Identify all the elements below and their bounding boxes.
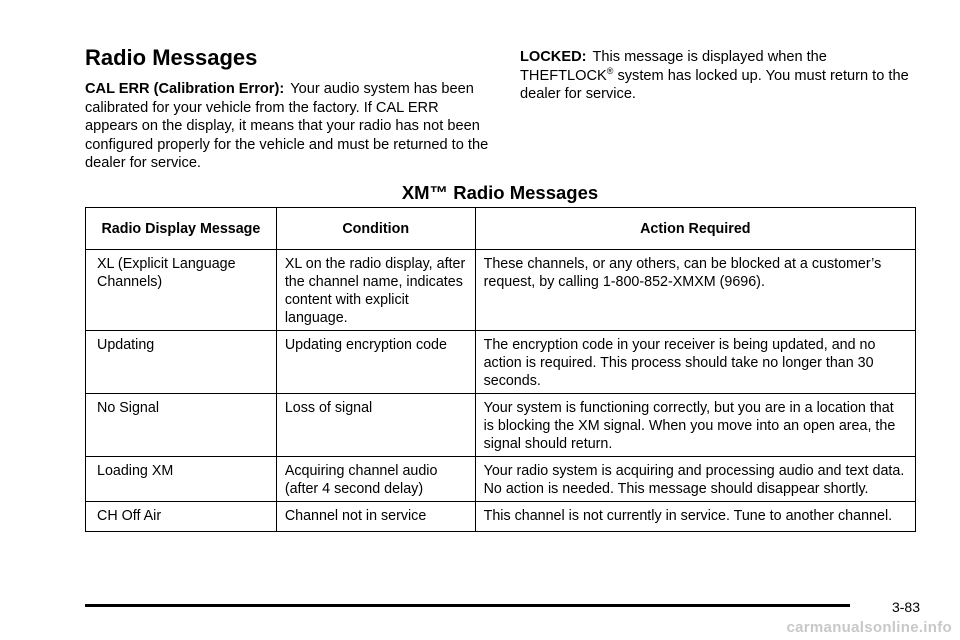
locked-text-before: This message is displayed when the THEFTLOCK <box>520 49 827 84</box>
page-number: 3-83 <box>891 599 920 615</box>
table-row <box>86 502 916 532</box>
locked-paragraph <box>520 48 920 104</box>
table-header-row <box>86 208 916 250</box>
footer-rule <box>85 604 850 607</box>
cell-message: Loading XM <box>86 457 277 502</box>
cell-message: CH Off Air <box>86 502 277 532</box>
table-row <box>86 394 916 457</box>
cal-err-text: Your audio system has been calibrated for your vehicle from the factory. If CAL ERR appears on the display, it means that your radio has not been configured properly for the vehicle and must be returned to the dealer for service. <box>85 81 489 171</box>
xm-section-title: XM™ Radio Messages <box>401 182 599 203</box>
table-row <box>86 250 916 331</box>
cell-action: This channel is not currently in service. Tune to another channel. <box>475 502 915 532</box>
cell-action: Your radio system is acquiring and processing audio and text data. No action is needed. This message should disappear shortly. <box>475 457 915 502</box>
cell-action: Your system is functioning correctly, but you are in a location that is blocking the XM signal. When you move into an open area, the signal should return. <box>475 394 915 457</box>
cell-action: These channels, or any others, can be blocked at a customer’s request, by calling 1-800-852-XMXM (9696). <box>475 250 915 331</box>
registered-mark: ® <box>606 65 614 76</box>
cell-condition: Channel not in service <box>276 502 475 532</box>
cell-condition: Acquiring channel audio (after 4 second delay) <box>276 457 475 502</box>
cell-condition: Updating encryption code <box>276 331 475 394</box>
header-display-message: Radio Display Message <box>86 208 277 250</box>
header-action-required: Action Required <box>475 208 915 250</box>
cell-condition: Loss of signal <box>276 394 475 457</box>
table-row <box>86 457 916 502</box>
cell-message: XL (Explicit Language Channels) <box>86 250 277 331</box>
cell-message: Updating <box>86 331 277 394</box>
table-row <box>86 331 916 394</box>
locked-term: LOCKED: <box>520 49 587 65</box>
page-title: Radio Messages <box>85 45 258 70</box>
xm-messages-table <box>85 207 916 532</box>
watermark: carmanualsonline.info <box>786 619 952 636</box>
cell-message: No Signal <box>86 394 277 457</box>
cell-action: The encryption code in your receiver is being updated, and no action is required. This process should take no longer than 30 seconds. <box>475 331 915 394</box>
header-condition: Condition <box>276 208 475 250</box>
cal-err-paragraph <box>85 80 495 173</box>
locked-text-after: system has locked up. You must return to the dealer for service. <box>520 67 909 102</box>
cell-condition: XL on the radio display, after the channel name, indicates content with explicit language. <box>276 250 475 331</box>
cal-err-term: CAL ERR (Calibration Error): <box>85 81 285 97</box>
